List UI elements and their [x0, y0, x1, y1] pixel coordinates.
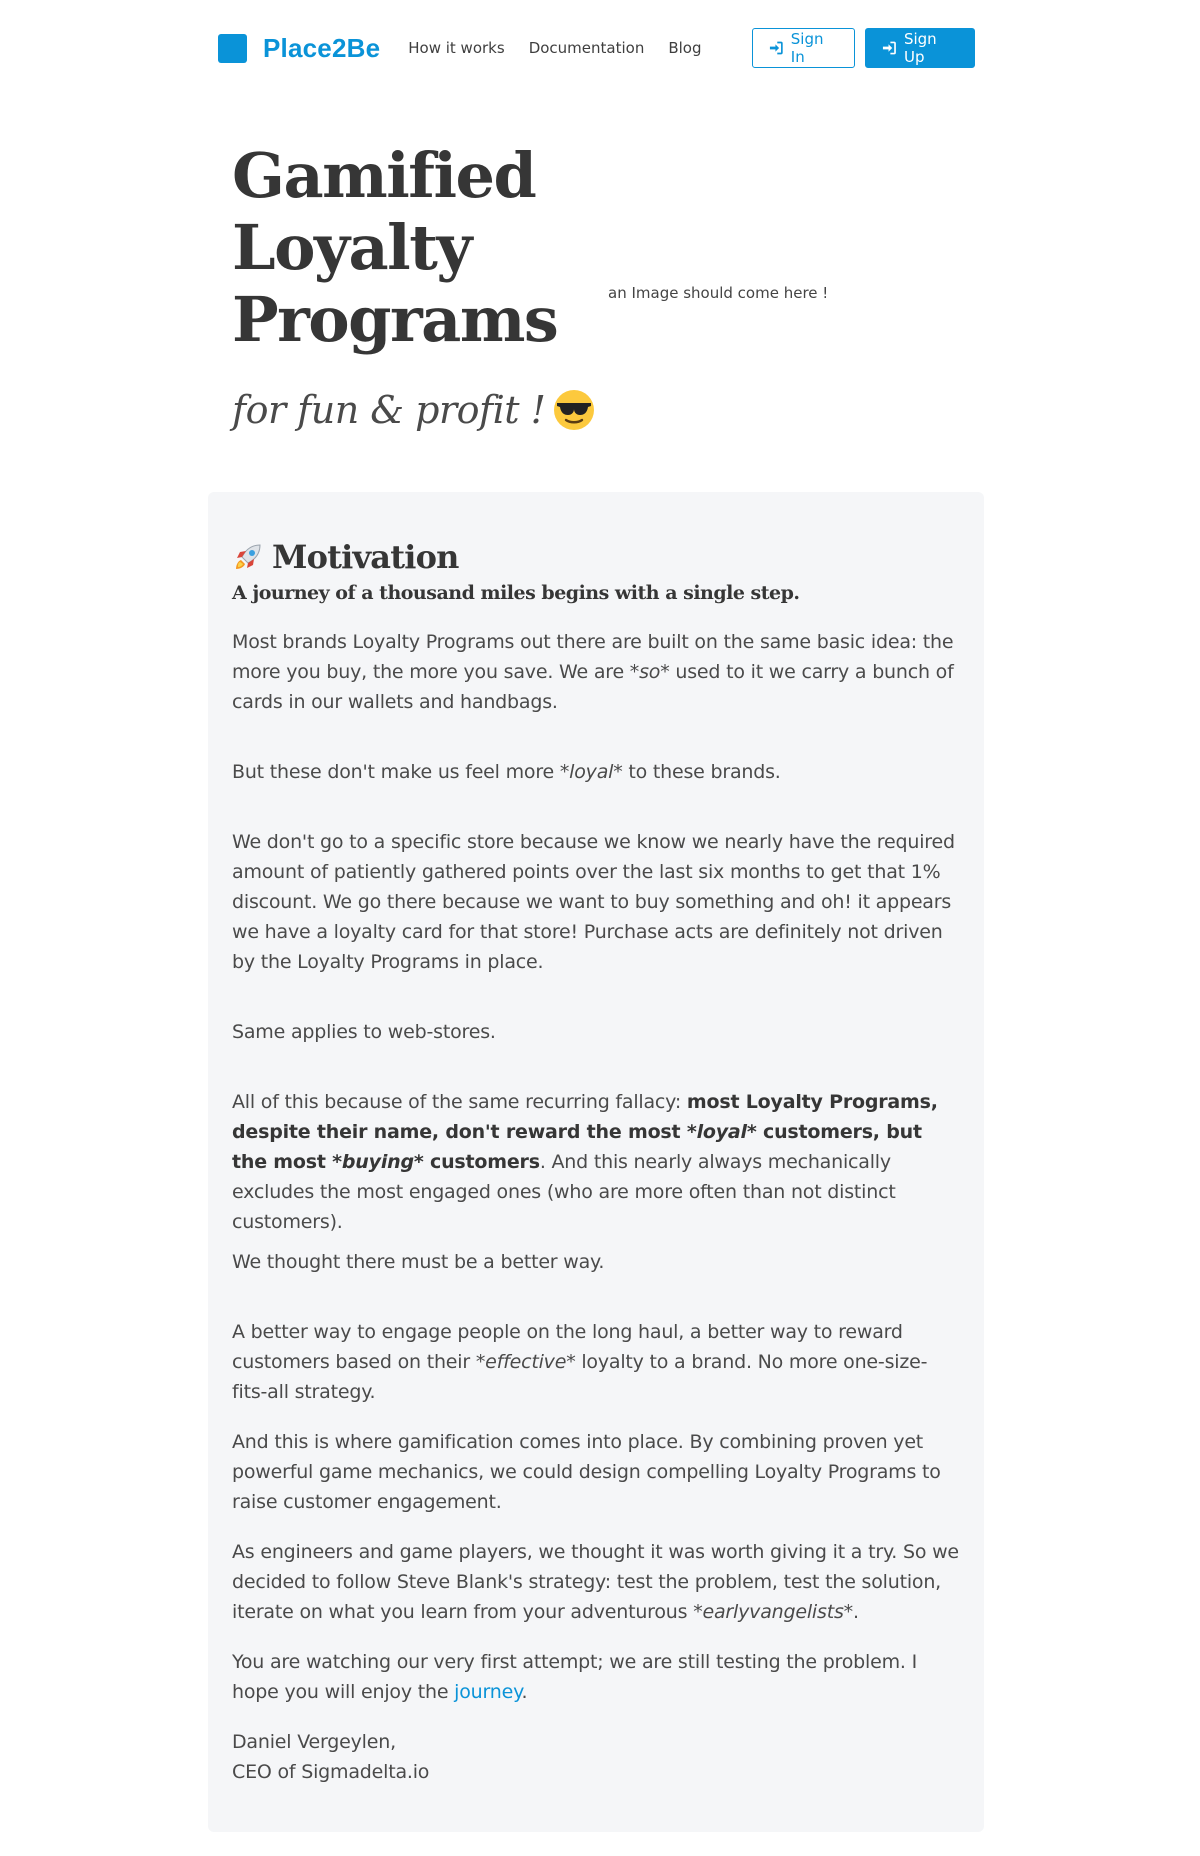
- text-run: A better way to engage people on the long haul, a better way to reward customers based on their: [232, 1321, 903, 1373]
- paragraph-7: [232, 1317, 962, 1407]
- text-run: .: [852, 1601, 859, 1623]
- text-run: used to it we carry a bunch of cards in our wallets and handbags.: [232, 661, 954, 713]
- auth-buttons: [752, 28, 975, 68]
- motivation-heading: [232, 538, 459, 576]
- hero-tagline: for fun & profit !: [232, 388, 546, 432]
- text-run: customers, but the most: [232, 1121, 922, 1173]
- emphasis: *loyal*: [686, 1121, 757, 1143]
- emphasis: *effective*: [475, 1351, 576, 1373]
- nav-link-how-it-works[interactable]: How it works: [408, 39, 505, 57]
- brand-logo-link[interactable]: [218, 33, 380, 64]
- rocket-icon: [232, 541, 264, 573]
- sign-in-icon: [769, 41, 783, 55]
- hero-title-line: Programs: [232, 283, 558, 356]
- sign-up-label: Sign Up: [903, 30, 937, 66]
- section-subtitle: A journey of a thousand miles begins with a single step.: [232, 582, 800, 604]
- nav-link-blog[interactable]: Blog: [668, 39, 702, 57]
- sign-in-icon: [882, 41, 896, 55]
- emphasis: *buying*: [332, 1151, 424, 1173]
- signature-name: Daniel Vergeylen,: [232, 1731, 396, 1753]
- text-run: You are watching our very first attempt; we are still testing the problem. I hope you will enjoy the: [232, 1651, 917, 1703]
- emphasis: *loyal*: [559, 761, 623, 783]
- paragraph-9: [232, 1537, 962, 1627]
- navbar: [218, 26, 975, 70]
- nav-links: [408, 39, 725, 57]
- nav-link-documentation[interactable]: Documentation: [528, 39, 645, 57]
- paragraph-10: [232, 1647, 962, 1707]
- text-run: loyalty to a brand. No more one-size-fits-all strategy.: [232, 1351, 928, 1403]
- paragraph-8: And this is where gamification comes into place. By combining proven yet powerful game mechanics, we could design compelling Loyalty Programs to raise customer engagement.: [232, 1431, 941, 1513]
- hero-title: [232, 140, 592, 356]
- hero-title-line: Gamified: [232, 139, 536, 212]
- text-run: to these brands.: [622, 761, 781, 783]
- brand-logo-icon: [218, 34, 247, 63]
- sign-up-button[interactable]: [865, 28, 975, 68]
- text-run: . And this nearly always mechanically excludes the most engaged ones (who are more often than not distinct customers).: [232, 1151, 896, 1233]
- paragraph-6: We thought there must be a better way.: [232, 1251, 605, 1273]
- hero-subtitle: [232, 388, 595, 432]
- paragraph-5: [232, 1087, 962, 1237]
- emphasis: *earlyvangelists*: [693, 1601, 853, 1623]
- sign-in-button[interactable]: [752, 28, 855, 68]
- paragraph-2: [232, 757, 962, 787]
- text-run: customers: [423, 1151, 540, 1173]
- signature-role: CEO of Sigmadelta.io: [232, 1761, 430, 1783]
- journey-link[interactable]: journey: [454, 1681, 522, 1703]
- text-run: As engineers and game players, we thought it was worth giving it a try. So we decided to follow Steve Blank's strategy: test the problem, test the solution, iterate on what you learn from your adventurous: [232, 1541, 959, 1623]
- paragraph-1: [232, 627, 962, 717]
- paragraph-4: Same applies to web-stores.: [232, 1021, 496, 1043]
- sign-in-label: Sign In: [790, 30, 824, 66]
- text-run: All of this because of the same recurring fallacy:: [232, 1091, 687, 1113]
- text-run: But these don't make us feel more: [232, 761, 560, 783]
- paragraph-3: We don't go to a specific store because we know we nearly have the required amount of patiently gathered points over the last six months to get that 1% discount. We go there because we want to buy something and oh! it appears we have a loyalty card for that store! Purchase acts are definitely not driven by the Loyalty Programs in place.: [232, 831, 955, 973]
- sunglasses-face-icon: [553, 389, 595, 431]
- section-title: Motivation: [272, 538, 459, 576]
- emphasis: *so*: [629, 661, 670, 683]
- hero-title-line: Loyalty: [232, 211, 471, 284]
- signature: [232, 1727, 962, 1787]
- text-run: .: [521, 1681, 528, 1703]
- text-run: most Loyalty Programs, despite their name, don't reward the most: [232, 1091, 938, 1143]
- hero-image-placeholder: an Image should come here !: [608, 284, 829, 302]
- brand-name: Place2Be: [263, 32, 381, 63]
- text-run: Most brands Loyalty Programs out there are built on the same basic idea: the more you buy, the more you save. We are: [232, 631, 954, 683]
